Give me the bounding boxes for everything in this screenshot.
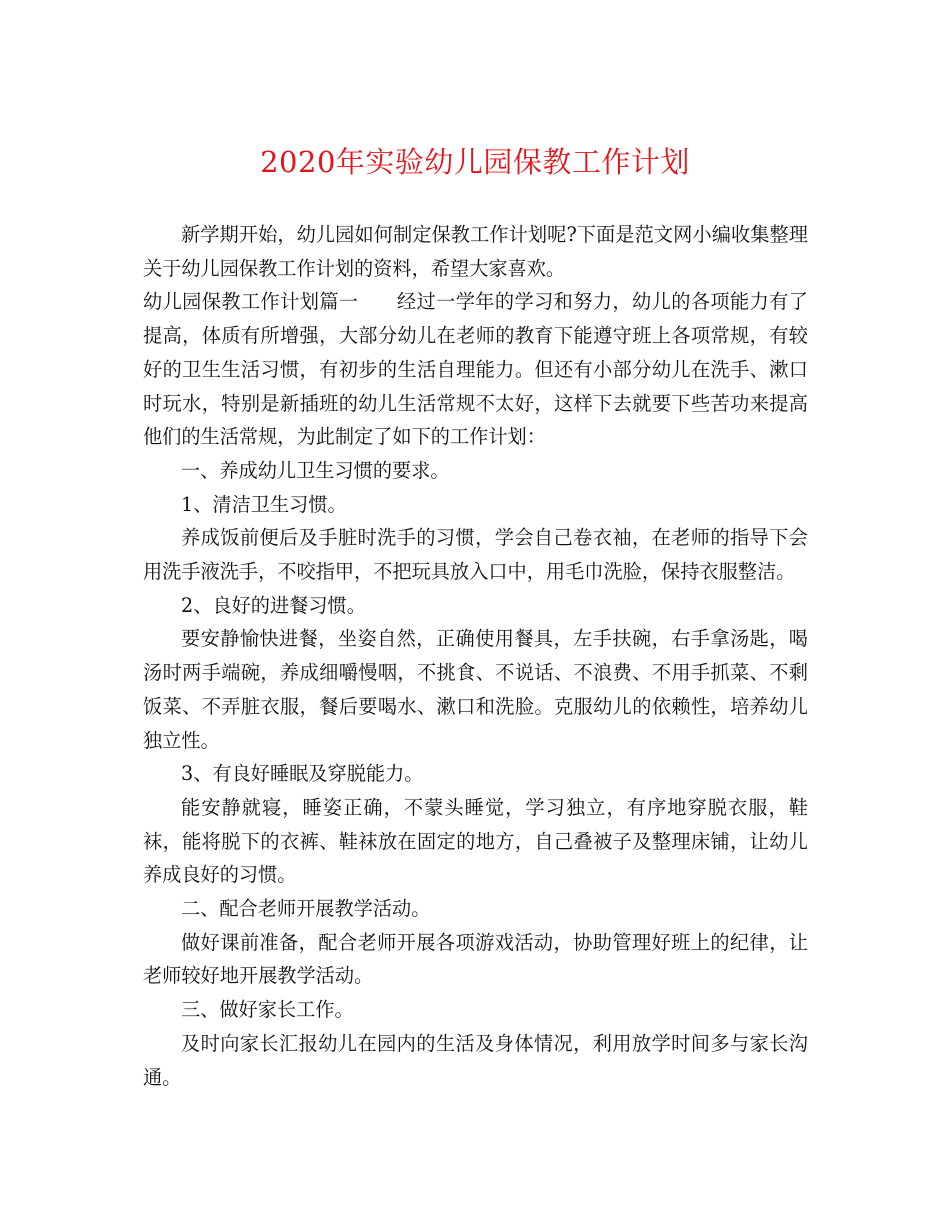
heading-hygiene-requirements: 一、养成幼儿卫生习惯的要求。 (181, 458, 450, 482)
document-title: 2020年实验幼儿园保教工作计划 (260, 145, 690, 179)
paragraph-sleep: 能安静就寝，睡姿正确，不蒙头睡觉，学习独立，有序地穿脱衣服，鞋袜，能将脱下的衣裤、鞋袜放在固定的地方，自己叠被子及整理床铺，让幼儿养成良好的习惯。 (143, 795, 808, 887)
intro-paragraph: 新学期开始，幼儿园如何制定保教工作计划呢?下面是范文网小编收集整理关于幼儿园保教工作计划的资料，希望大家喜欢。 (143, 223, 808, 280)
heading-parents: 三、做好家长工作。 (181, 998, 354, 1022)
section-label: 幼儿园保教工作计划篇一 (143, 290, 359, 314)
paragraph-teaching: 做好课前准备，配合老师开展各项游戏活动，协助管理好班上的纪律，让老师较好地开展教学活动。 (143, 930, 808, 988)
subheading-cleanliness: 1、清洁卫生习惯。 (181, 492, 347, 516)
subheading-eating: 2、良好的进餐习惯。 (181, 593, 366, 617)
heading-teaching: 二、配合老师开展教学活动。 (181, 897, 431, 921)
subheading-sleep: 3、有良好睡眠及穿脱能力。 (181, 762, 424, 786)
document-body (143, 218, 808, 1094)
paragraph-cleanliness: 养成饭前便后及手脏时洗手的习惯，学会自己卷衣袖，在老师的指导下会用洗手液洗手，不咬指甲，不把玩具放入口中，用毛巾洗脸，保持衣服整洁。 (143, 526, 808, 584)
section-paragraph (143, 285, 808, 454)
paragraph-parents: 及时向家长汇报幼儿在园内的生活及身体情况，利用放学时间多与家长沟通。 (143, 1031, 808, 1089)
paragraph-eating: 要安静愉快进餐，坐姿自然，正确使用餐具，左手扶碗，右手拿汤匙，喝汤时两手端碗，养成细嚼慢咽，不挑食、不说话、不浪费、不用手抓菜、不剩饭菜、不弄脏衣服，餐后要喝水、漱口和洗脸。克服幼儿的依赖性，培养幼儿独立性。 (143, 627, 808, 752)
section-text: 经过一学年的学习和努力，幼儿的各项能力有了提高，体质有所增强，大部分幼儿在老师的教育下能遵守班上各项常规，有较好的卫生生活习惯，有初步的生活自理能力。但还有小部分幼儿在洗手、漱口时玩水，特别是新插班的幼儿生活常规不太好，这样下去就要下些苦功来提高他们的生活常规，为此制定了如下的工作计划： (143, 290, 808, 449)
